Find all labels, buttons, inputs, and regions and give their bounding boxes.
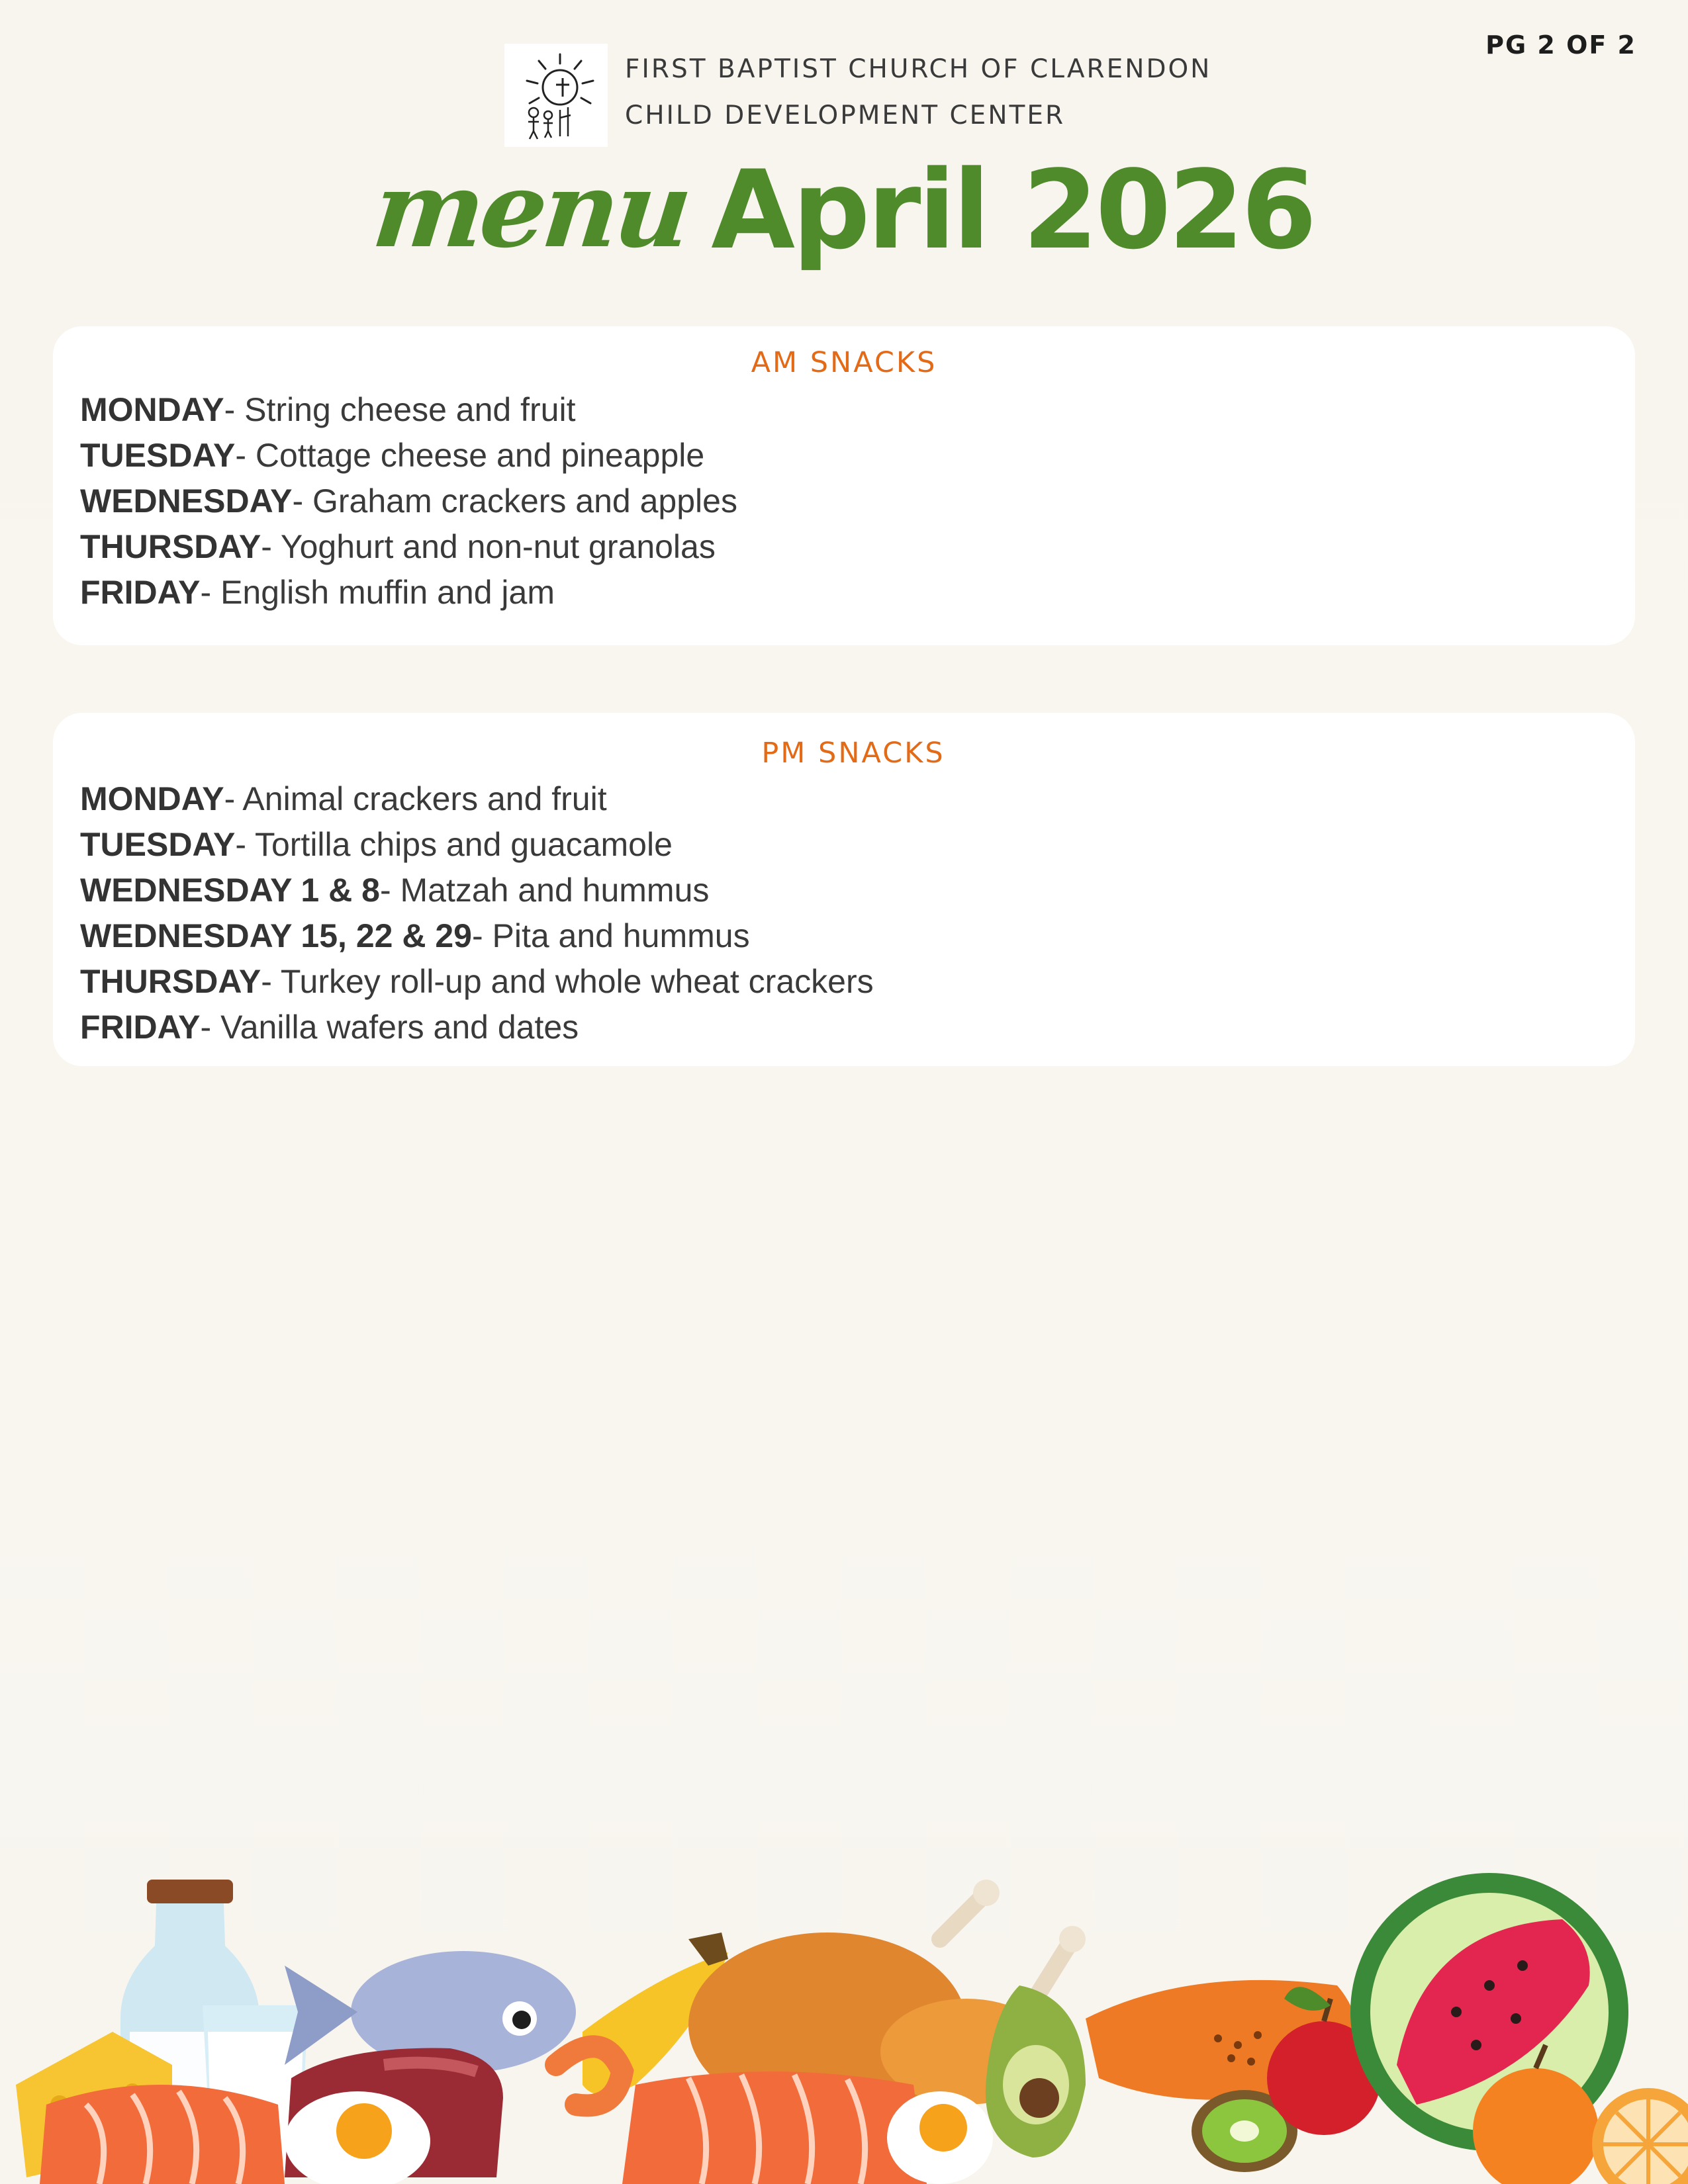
org-name-line1: FIRST BAPTIST CHURCH OF CLARENDON [625,54,1212,84]
title-month: April 2026 [711,146,1315,273]
list-item [80,478,737,524]
list-item [80,570,737,615]
pm-snacks-title: PM SNACKS [761,737,945,770]
snack-item: - Matzah and hummus [379,872,710,909]
am-snacks-title: AM SNACKS [751,346,937,379]
list-item [80,433,737,478]
food-illustration [0,1866,1688,2184]
am-snacks-list [80,387,737,615]
page-indicator: PG 2 OF 2 [1485,30,1636,60]
day-label: MONDAY [80,780,224,817]
day-label: FRIDAY [80,574,201,611]
day-label: MONDAY [80,391,224,428]
list-item [80,776,874,822]
church-logo [504,44,608,147]
list-item [80,913,874,959]
day-label: THURSDAY [80,528,261,565]
org-name-line2: CHILD DEVELOPMENT CENTER [625,101,1066,130]
snack-item: - Pita and hummus [471,917,750,954]
day-label: FRIDAY [80,1009,201,1046]
salmon-icon [40,2085,285,2184]
day-label: TUESDAY [80,826,236,863]
title-script: menu [367,148,694,271]
day-label: TUESDAY [80,437,236,474]
snack-item: - English muffin and jam [200,574,555,611]
pm-snacks-list [80,776,874,1050]
egg-icon [887,2091,993,2184]
snack-item: - Graham crackers and apples [292,482,737,520]
list-item [80,524,737,570]
salmon-icon [622,2071,927,2184]
list-item [80,1005,874,1050]
page-title [0,147,1688,273]
snack-item: - Animal crackers and fruit [224,780,607,817]
snack-item: - Tortilla chips and guacamole [235,826,673,863]
am-snacks-card [53,326,1635,645]
snack-item: - Cottage cheese and pineapple [235,437,705,474]
pm-snacks-card [53,713,1635,1066]
sun-children-logo-icon [504,44,608,147]
snack-item: - Yoghurt and non-nut granolas [261,528,716,565]
snack-item: - Turkey roll-up and whole wheat crackers [261,963,874,1000]
list-item [80,959,874,1005]
day-label: WEDNESDAY [80,482,293,520]
list-item [80,868,874,913]
snack-item: - Vanilla wafers and dates [200,1009,579,1046]
day-label: WEDNESDAY 1 & 8 [80,872,380,909]
list-item [80,822,874,868]
snack-item: - String cheese and fruit [224,391,576,428]
day-label: WEDNESDAY 15, 22 & 29 [80,917,472,954]
day-label: THURSDAY [80,963,261,1000]
list-item [80,387,737,433]
